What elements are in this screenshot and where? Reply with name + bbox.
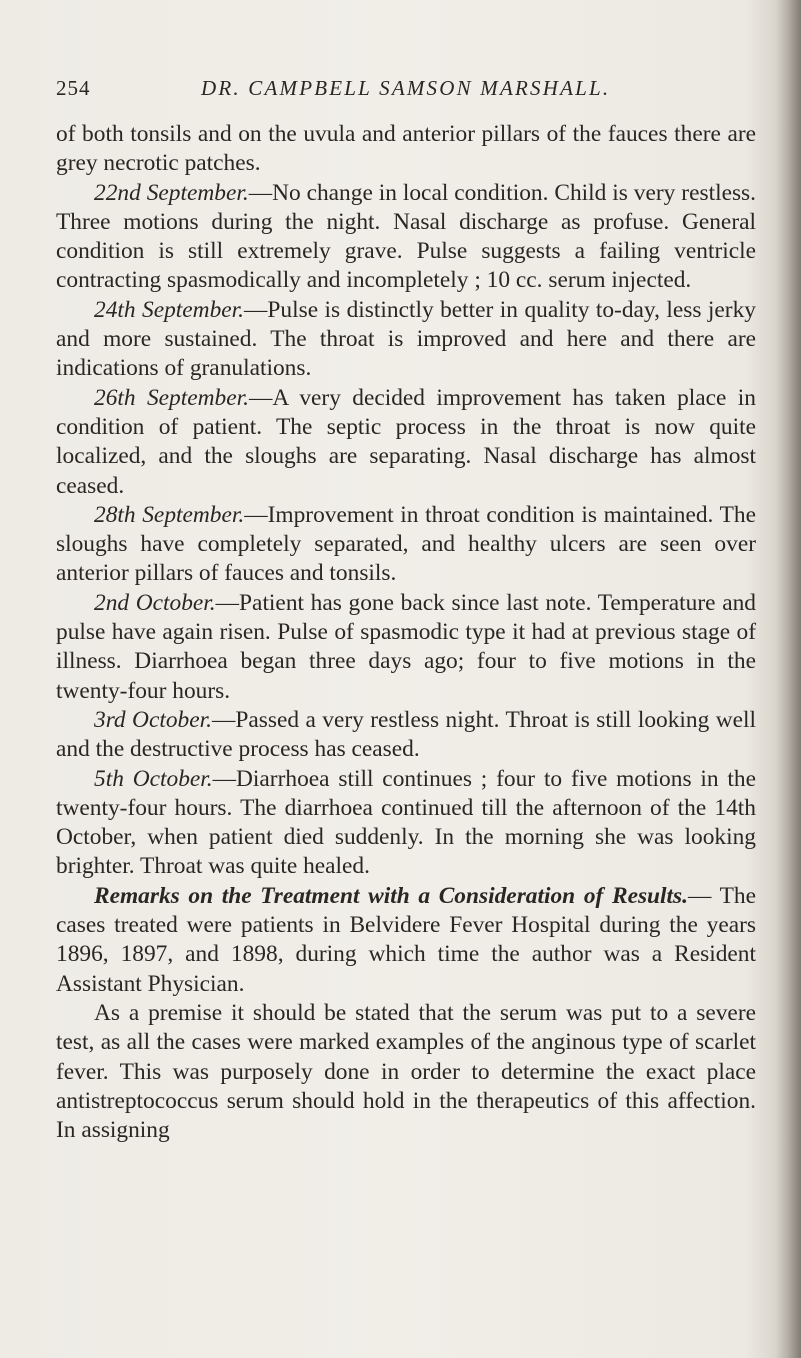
paragraph-date: 2nd October.: [94, 589, 216, 616]
paragraph-date: 28th September.: [94, 501, 245, 528]
paragraph-text: of both tonsils and on the uvula and anterior pillars of the fauces there are grey necrotic patches.: [56, 121, 756, 177]
paragraph-24th-september: [56, 296, 756, 384]
paragraph-date: 5th October.: [94, 765, 213, 792]
paragraph-text: —Patient has gone back since last note. Temperature and pulse have again risen. Pulse of spasmodic type it had at previous stage of illness. Diarrhoea began three days ago; four to five motions in the twenty-four hours.: [56, 589, 756, 704]
paragraph-2nd-october: [56, 589, 756, 706]
paragraph-date: 3rd October.: [94, 706, 212, 733]
paragraph-remarks: [56, 882, 756, 999]
paragraph-26th-september: [56, 384, 756, 501]
paragraph-text: As a premise it should be stated that the serum was put to a severe test, as all the cases were marked examples of the anginous type of scarlet fever. This was purposely done in order to determine the exact place antistreptococcus serum should hold in the therapeutics of this affection. In assigning: [56, 999, 756, 1144]
paragraph-date: 24th September.: [94, 296, 245, 323]
running-head: DR. CAMPBELL SAMSON MARSHALL.: [201, 76, 611, 100]
paragraph-text: —A very decided improvement has taken place in condition of patient. The septic process in the throat is now quite localized, and the sloughs are separating. Nasal discharge has almost ceased.: [56, 384, 756, 499]
section-heading: Remarks on the Treatment with a Consideration of Results.: [94, 882, 689, 909]
paragraph-3rd-october: [56, 706, 756, 765]
paragraph-text: —No change in local condition. Child is very restless. Three motions during the night. Nasal discharge as profuse. General condition is still extremely grave. Pulse suggests a failing ventricle contracting spasmodically and incompletely ; 10 cc. serum injected.: [56, 179, 757, 294]
paragraph-text: —Passed a very restless night. Throat is still looking well and the destructive process has ceased.: [56, 706, 757, 763]
paragraph-date: 22nd September.: [94, 179, 249, 206]
paragraph-22nd-september: [56, 179, 756, 296]
body-text: [56, 120, 756, 1145]
paragraph-text: —Diarrhoea still continues ; four to five motions in the twenty-four hours. The diarrhoea continued till the afternoon of the 14th October, when patient died suddenly. In the morning she was looking brighter. Throat was quite healed.: [56, 765, 757, 880]
paragraph-continuation: [56, 120, 756, 179]
page-number: 254: [56, 76, 91, 100]
paragraph-text: — The cases treated were patients in Belvidere Fever Hospital during the years 1896, 1897, and 1898, during which time the author was a Resident Assistant Physician.: [56, 882, 756, 997]
page-binding-shadow: [775, 0, 801, 1358]
paragraph-text: —Pulse is distinctly better in quality to-day, less jerky and more sustained. The throat is improved and here and there are indications of granulations.: [56, 296, 756, 382]
paragraph-date: 26th September.: [94, 384, 249, 411]
paragraph-28th-september: [56, 501, 756, 589]
paragraph-text: —Improvement in throat condition is maintained. The sloughs have completely separated, and healthy ulcers are seen over anterior pillars of fauces and tonsils.: [56, 501, 756, 587]
paragraph-premise: [56, 999, 756, 1145]
page-header: [56, 76, 706, 108]
paragraph-5th-october: [56, 765, 756, 882]
